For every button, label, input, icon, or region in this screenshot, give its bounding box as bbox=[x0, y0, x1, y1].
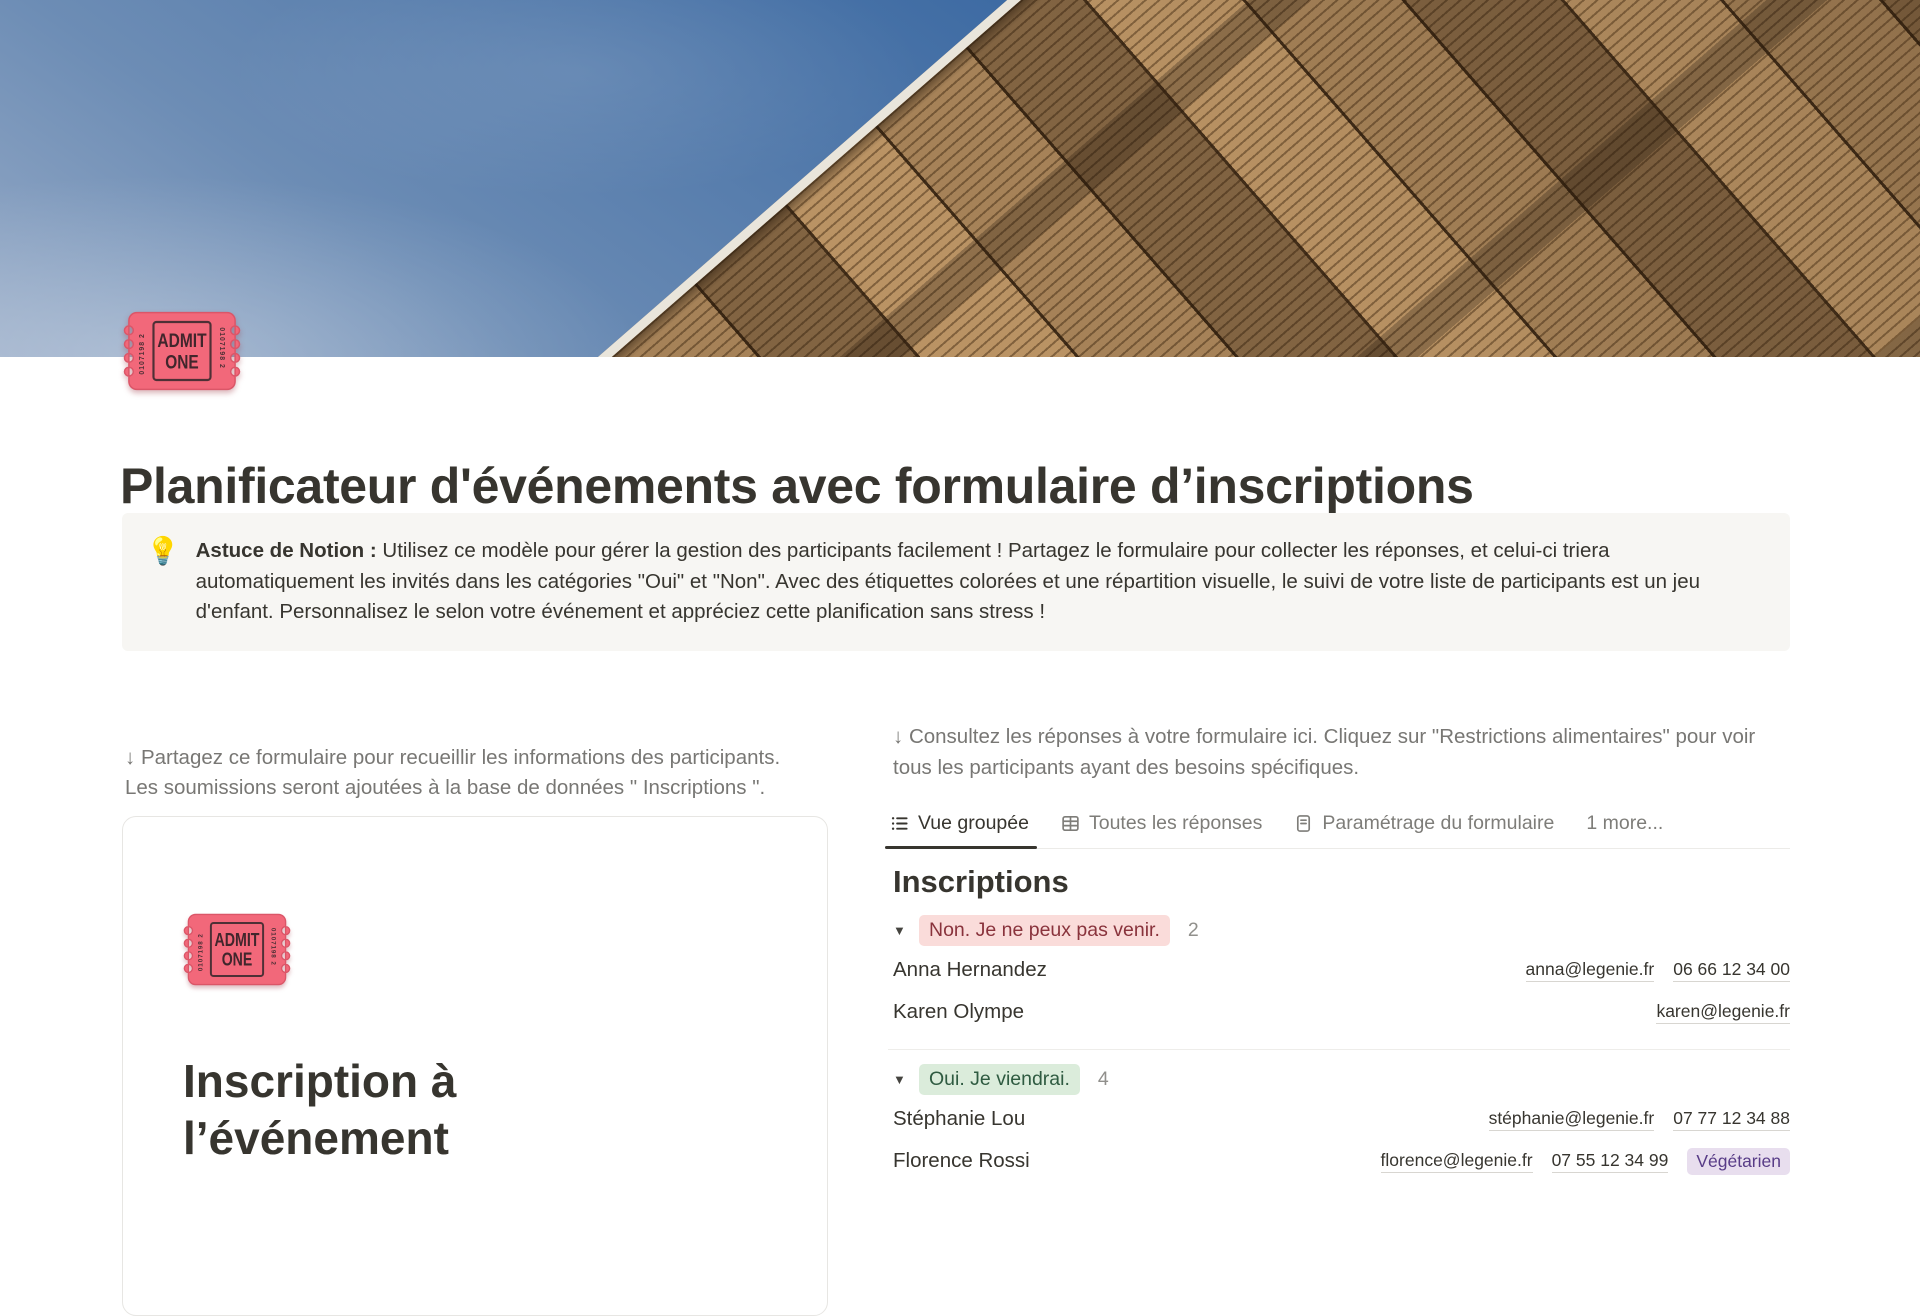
tab-toutes-les-reponses[interactable] bbox=[1059, 805, 1264, 848]
cover-image bbox=[0, 0, 1920, 357]
email-link[interactable]: stéphanie@legenie.fr bbox=[1489, 1108, 1655, 1131]
tab-label: Toutes les réponses bbox=[1088, 812, 1263, 834]
tab-label: Vue groupée bbox=[918, 812, 1029, 834]
table-row[interactable] bbox=[893, 991, 1790, 1033]
table-row[interactable] bbox=[893, 949, 1790, 991]
row-properties bbox=[1489, 1108, 1790, 1131]
form-title-line1: Inscription à bbox=[183, 1055, 457, 1107]
row-name[interactable]: Anna Hernandez bbox=[893, 958, 1047, 981]
admit-one-ticket-icon bbox=[183, 911, 291, 988]
callout-text bbox=[196, 536, 1764, 628]
group-count: 4 bbox=[1097, 1067, 1109, 1090]
email-link[interactable]: karen@legenie.fr bbox=[1656, 1001, 1790, 1024]
row-properties bbox=[1526, 959, 1790, 982]
database-title[interactable]: Inscriptions bbox=[893, 864, 1069, 899]
tab-label: Paramétrage du formulaire bbox=[1322, 812, 1555, 834]
row-name[interactable]: Florence Rossi bbox=[893, 1149, 1030, 1172]
chevron-down-icon[interactable]: ▼ bbox=[893, 922, 906, 938]
table-row[interactable] bbox=[893, 1098, 1790, 1140]
tab-parametrage-du-formulaire[interactable] bbox=[1292, 805, 1556, 848]
row-properties bbox=[1381, 1148, 1790, 1175]
phone-link[interactable]: 07 77 12 34 88 bbox=[1673, 1108, 1790, 1131]
row-properties bbox=[1656, 1001, 1790, 1024]
lightbulb-icon: 💡 bbox=[146, 536, 180, 566]
group-header-non bbox=[893, 911, 1790, 949]
form-icon bbox=[1294, 814, 1313, 833]
form-title-line2: l’événement bbox=[183, 1112, 449, 1164]
chevron-down-icon[interactable]: ▼ bbox=[893, 1071, 906, 1087]
table-icon bbox=[1061, 814, 1080, 833]
callout-lead: Astuce de Notion : bbox=[195, 539, 377, 562]
phone-link[interactable]: 06 66 12 34 00 bbox=[1673, 959, 1790, 982]
right-column-intro: ↓ Consultez les réponses à votre formulaire ici. Cliquez sur "Restrictions alimentaires" pour voir tous les participants ayant des besoins spécifiques. bbox=[893, 725, 1756, 779]
callout-body: Utilisez ce modèle pour gérer la gestion des participants facilement ! Partagez le formulaire pour collecter les réponses, et celui-ci triera automatiquement les invités dans les catégories "Oui" et "Non". Avec des étiquettes colorées et une répartition visuelle, le suivi de votre liste de participants est un jeu d'enfant. Personnalisez le selon votre événement et appréciez cette planification sans stress ! bbox=[195, 539, 1701, 623]
admit-one-ticket-icon[interactable] bbox=[123, 309, 241, 393]
group-badge-non[interactable]: Non. Je ne peux pas venir. bbox=[919, 915, 1170, 946]
registration-form-card[interactable] bbox=[122, 816, 828, 1316]
database-view-tabs bbox=[888, 805, 1790, 849]
notion-tip-callout bbox=[122, 513, 1790, 651]
form-title bbox=[183, 1053, 787, 1167]
email-link[interactable]: anna@legenie.fr bbox=[1526, 959, 1655, 982]
tab-vue-groupee[interactable] bbox=[888, 805, 1031, 848]
diet-tag-badge: Végétarien bbox=[1687, 1148, 1790, 1175]
group-count: 2 bbox=[1187, 918, 1199, 941]
email-link[interactable]: florence@legenie.fr bbox=[1381, 1150, 1533, 1173]
page-title[interactable]: Planificateur d'événements avec formulaire d’inscriptions bbox=[120, 457, 1474, 514]
row-name[interactable]: Stéphanie Lou bbox=[893, 1107, 1026, 1130]
group-header-oui bbox=[893, 1060, 1790, 1098]
tab-more-views[interactable] bbox=[1584, 805, 1665, 848]
left-column-intro: ↓ Partagez ce formulaire pour recueillir les informations des participants. Les soumissions seront ajoutées à la base de données " Inscriptions ". bbox=[125, 745, 781, 799]
table-row[interactable] bbox=[893, 1140, 1790, 1182]
group-badge-oui[interactable]: Oui. Je viendrai. bbox=[919, 1064, 1080, 1095]
list-icon bbox=[890, 814, 909, 833]
tab-label: 1 more... bbox=[1586, 812, 1664, 834]
responses-column bbox=[888, 722, 1790, 1182]
row-name[interactable]: Karen Olympe bbox=[893, 1000, 1025, 1023]
group-divider bbox=[888, 1049, 1790, 1050]
phone-link[interactable]: 07 55 12 34 99 bbox=[1552, 1150, 1669, 1173]
